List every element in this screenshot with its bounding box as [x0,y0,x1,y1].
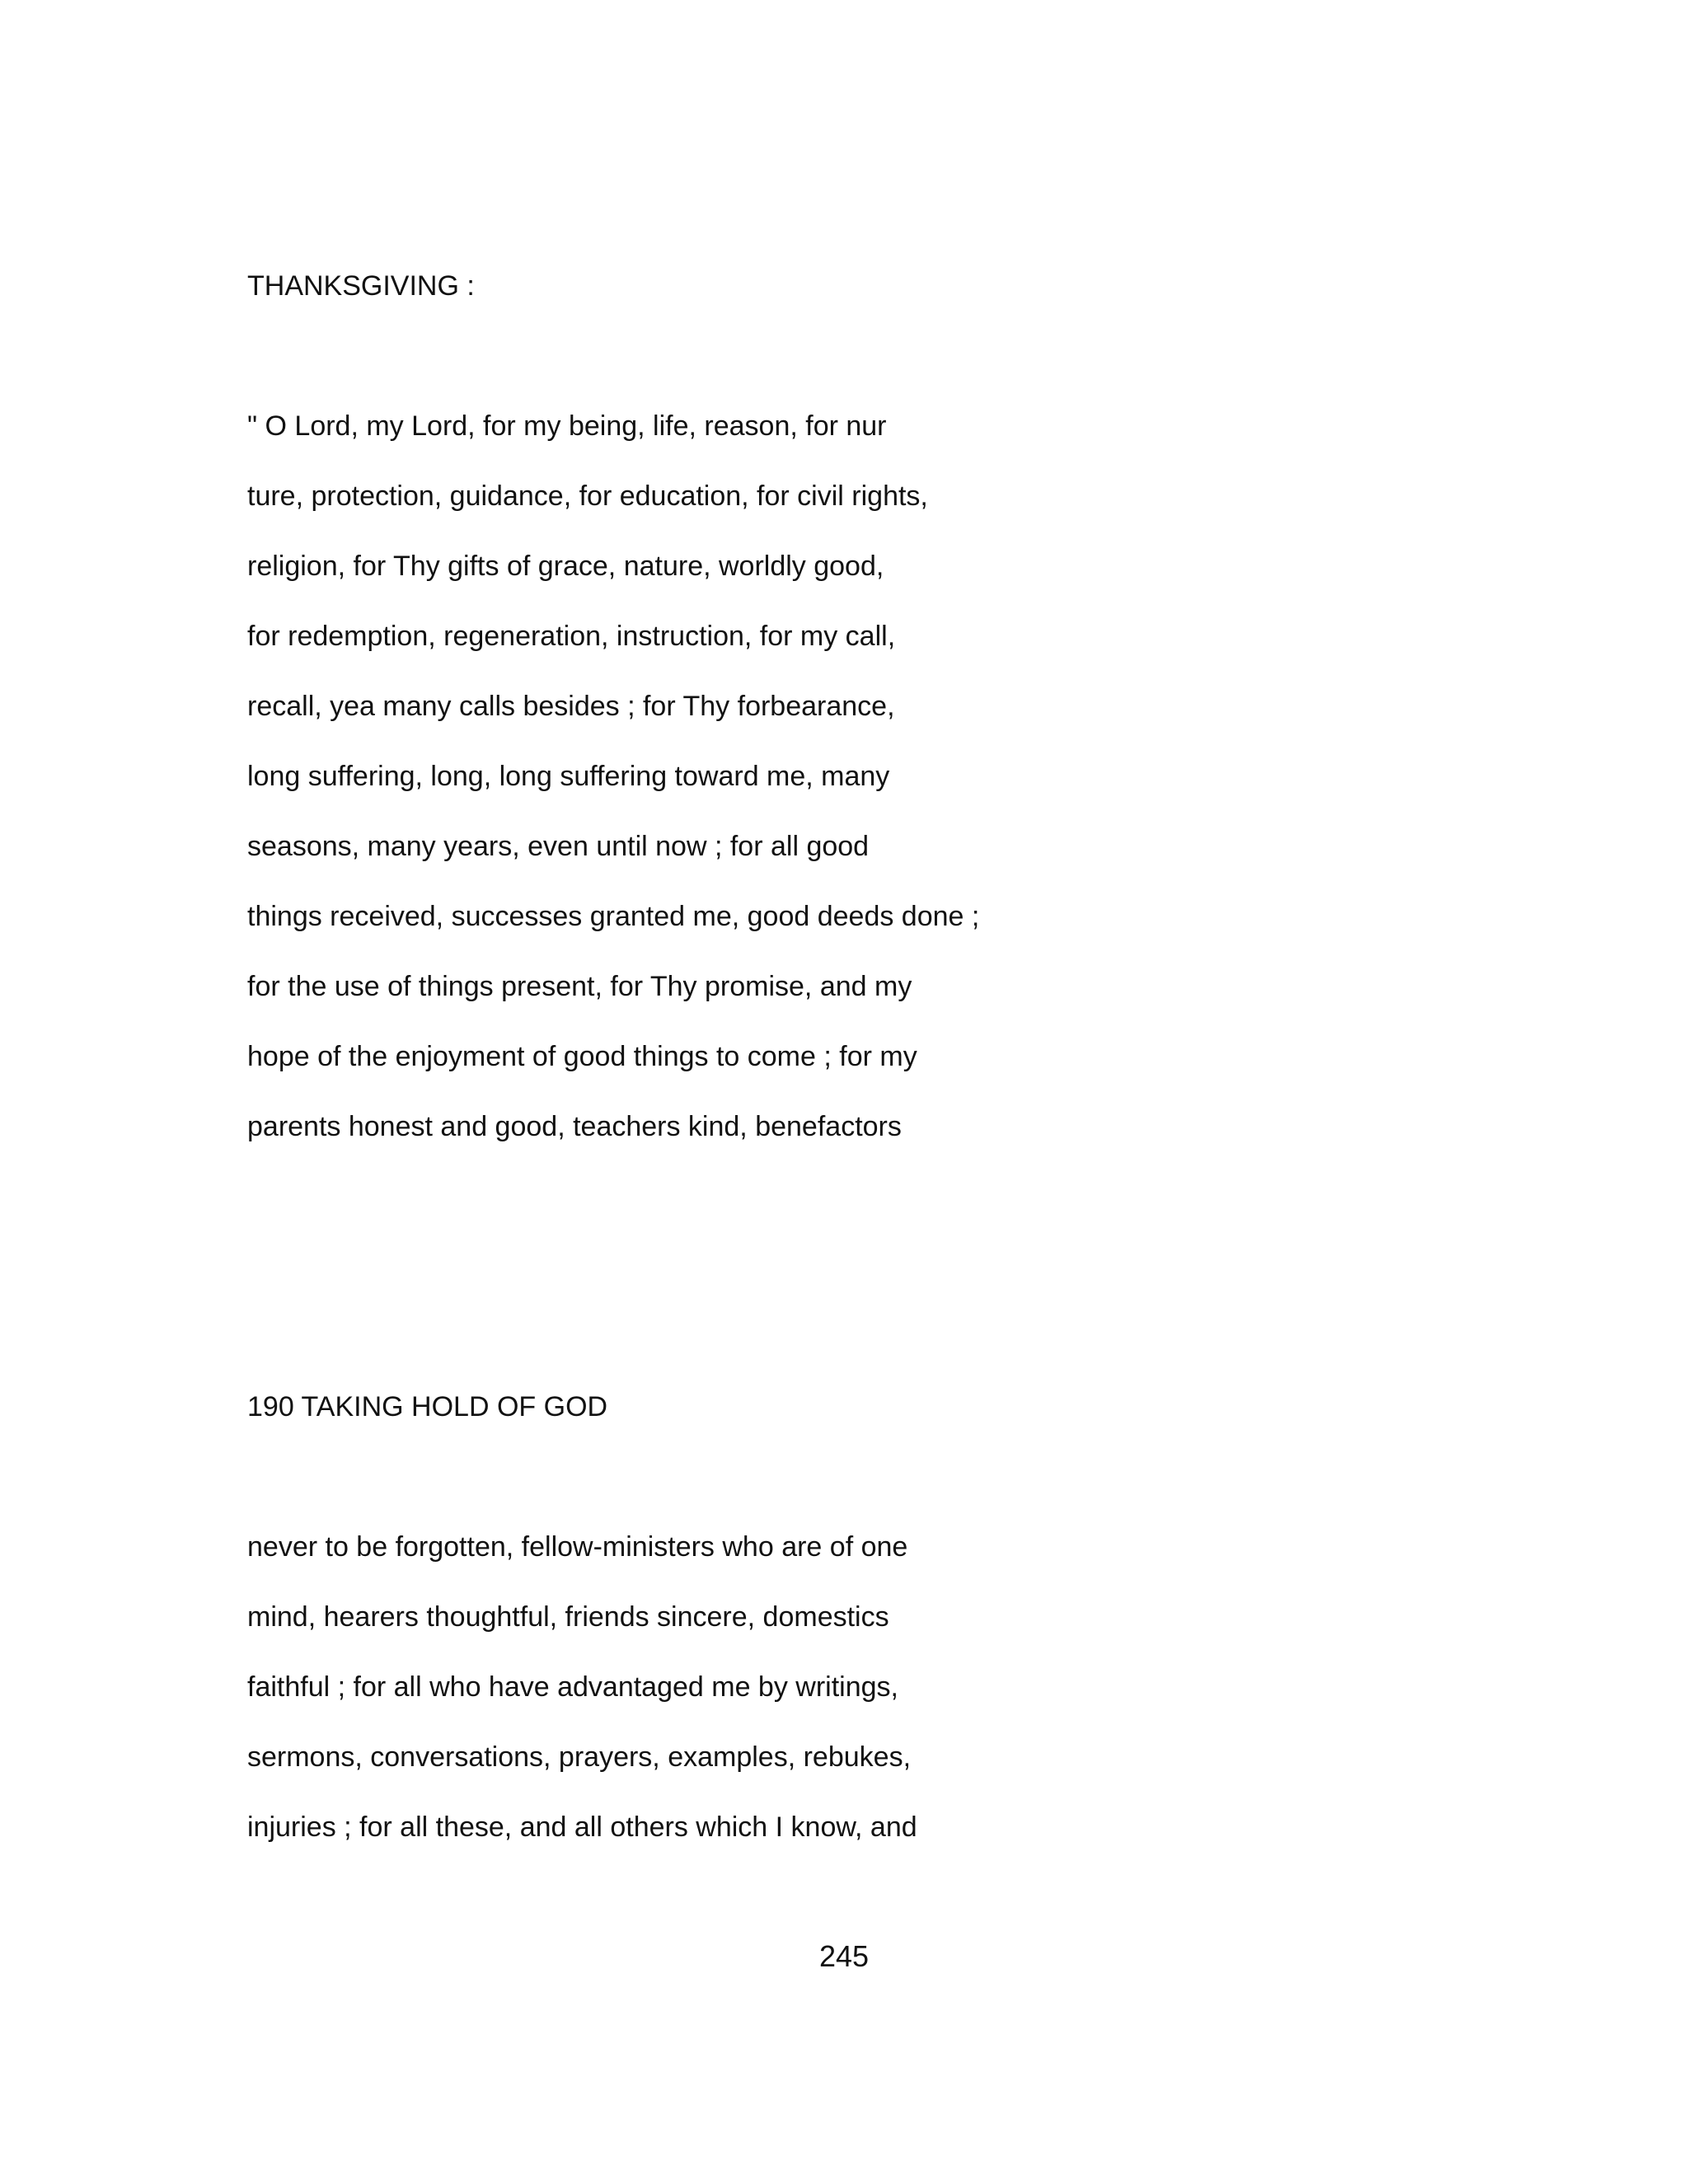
text-line: ture, protection, guidance, for education, for civil rights, [247,480,928,512]
page-number: 245 [818,1939,870,1973]
text-line: faithful ; for all who have advantaged me by writings, [247,1671,898,1703]
text-line: injuries ; for all these, and all others which I know, and [247,1811,917,1843]
text-line: mind, hearers thoughtful, friends sincere, domestics [247,1601,889,1633]
text-line: never to be forgotten, fellow-ministers who are of one [247,1531,908,1563]
text-line: " O Lord, my Lord, for my being, life, reason, for nur [247,410,887,442]
text-line: sermons, conversations, prayers, examples, rebukes, [247,1741,912,1773]
text-line: for redemption, regeneration, instruction, for my call, [247,621,896,652]
text-line: parents honest and good, teachers kind, benefactors [247,1111,902,1142]
text-line: recall, yea many calls besides ; for Thy forbearance, [247,691,895,722]
text-line: religion, for Thy gifts of grace, nature, worldly good, [247,551,884,582]
text-line: things received, successes granted me, good deeds done ; [247,901,980,932]
text-line: long suffering, long, long suffering toward me, many [247,761,890,792]
section-heading: THANKSGIVING : [247,270,475,302]
text-line: for the use of things present, for Thy promise, and my [247,971,912,1002]
text-line: seasons, many years, even until now ; for all good [247,831,870,862]
text-line: hope of the enjoyment of good things to come ; for my [247,1041,917,1072]
running-header: 190 TAKING HOLD OF GOD [247,1391,608,1422]
